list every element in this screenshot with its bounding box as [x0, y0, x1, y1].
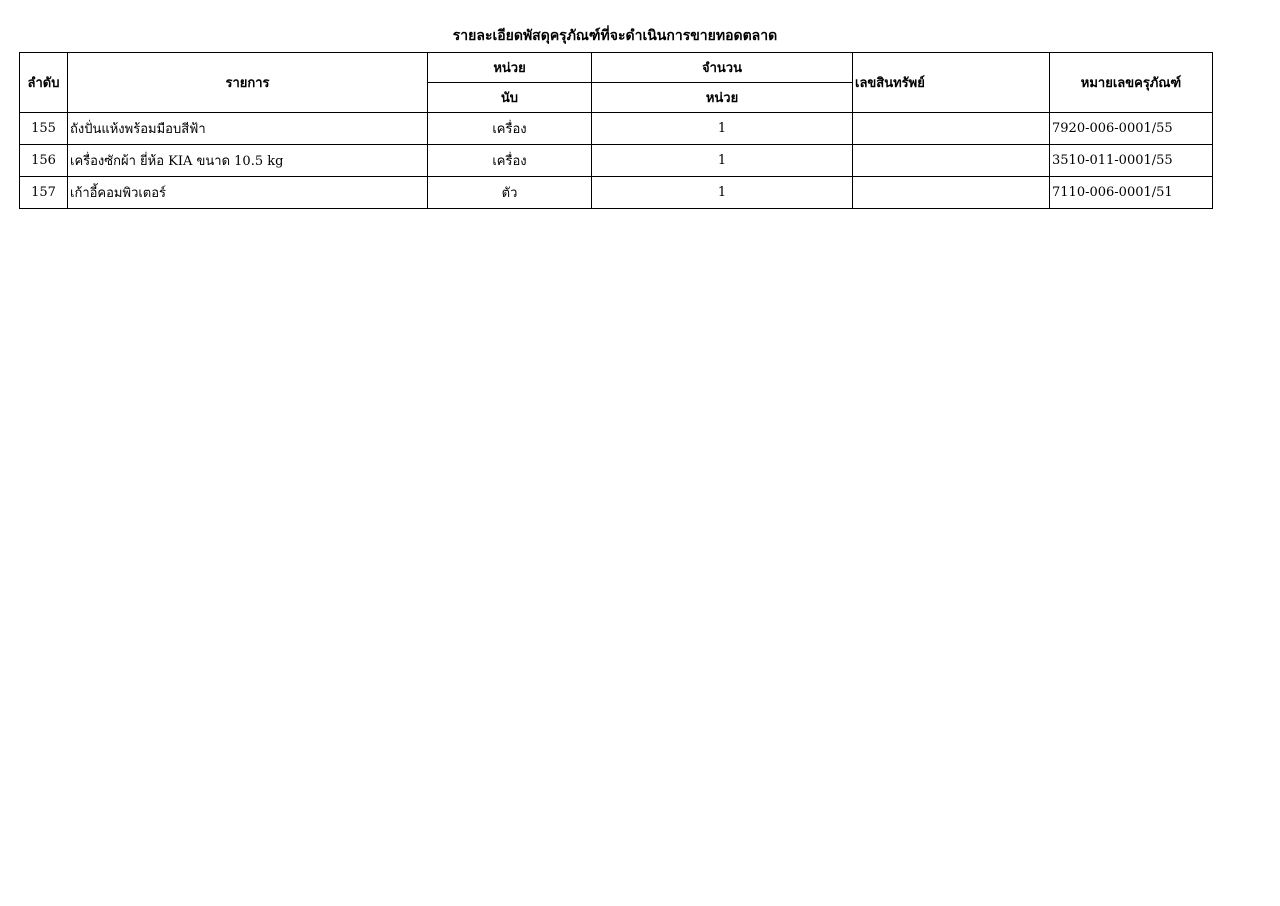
cell-order: 155 [20, 113, 68, 145]
table-body [20, 113, 1213, 209]
cell-asset-number [853, 113, 1050, 145]
document-title: รายละเอียดพัสดุครุภัณฑ์ที่จะดำเนินการขายทอดตลาด [452, 28, 778, 44]
table-row [20, 177, 1213, 209]
header-equipment-number: หมายเลขครุภัณฑ์ [1050, 53, 1213, 113]
header-row-top [20, 53, 1213, 83]
cell-unit: ตัว [428, 177, 592, 209]
cell-unit: เครื่อง [428, 113, 592, 145]
table-row [20, 113, 1213, 145]
table-header [20, 53, 1213, 113]
header-order: ลำดับ [20, 53, 68, 113]
inventory-table [19, 52, 1213, 209]
cell-item: เครื่องซักผ้า ยี่ห้อ KIA ขนาด 10.5 kg [68, 145, 428, 177]
cell-order: 157 [20, 177, 68, 209]
cell-asset-number [853, 177, 1050, 209]
header-asset-number: เลขสินทรัพย์ [853, 53, 1050, 113]
cell-equipment-number: 3510-011-0001/55 [1050, 145, 1213, 177]
table-row [20, 145, 1213, 177]
cell-order: 156 [20, 145, 68, 177]
header-unit-bottom: นับ [428, 83, 592, 113]
header-item: รายการ [68, 53, 428, 113]
cell-equipment-number: 7920-006-0001/55 [1050, 113, 1213, 145]
cell-asset-number [853, 145, 1050, 177]
cell-unit: เครื่อง [428, 145, 592, 177]
cell-item: เก้าอี้คอมพิวเตอร์ [68, 177, 428, 209]
cell-quantity: 1 [592, 177, 853, 209]
cell-quantity: 1 [592, 113, 853, 145]
header-unit-top: หน่วย [428, 53, 592, 83]
header-quantity-top: จำนวน [592, 53, 853, 83]
cell-equipment-number: 7110-006-0001/51 [1050, 177, 1213, 209]
header-quantity-bottom: หน่วย [592, 83, 853, 113]
cell-quantity: 1 [592, 145, 853, 177]
cell-item: ถังปั่นแห้งพร้อมมือบสีฟ้า [68, 113, 428, 145]
